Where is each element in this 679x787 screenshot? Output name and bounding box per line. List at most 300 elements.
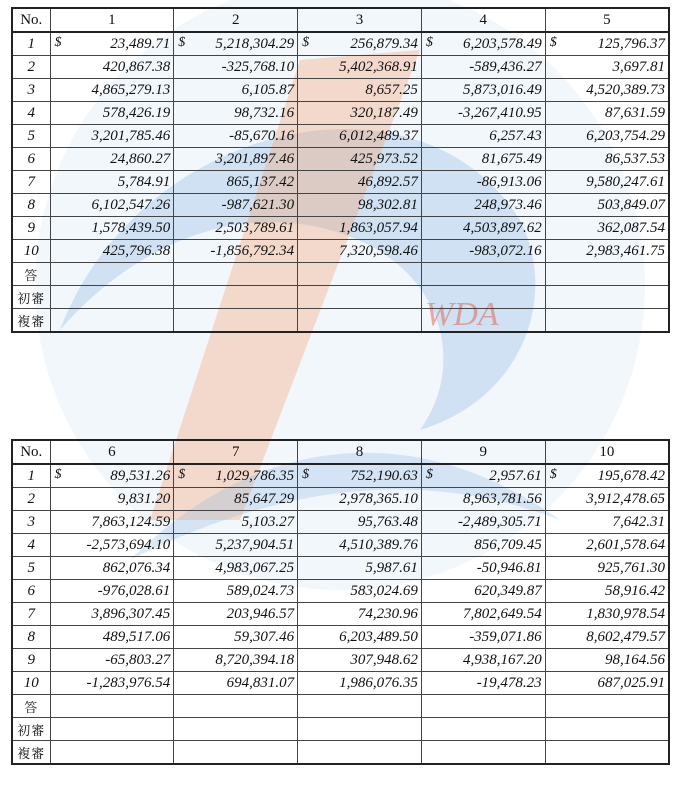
amount-value: 589,024.73	[226, 582, 295, 599]
answer-cell[interactable]	[421, 286, 545, 309]
amount-cell	[545, 464, 669, 488]
answer-row-label: 答	[12, 695, 50, 718]
answer-row	[12, 309, 669, 333]
table-row	[12, 557, 669, 580]
amount-value: 58,916.42	[604, 582, 665, 599]
amount-cell	[298, 649, 422, 672]
answer-row-label: 複審	[12, 309, 50, 333]
answer-cell[interactable]	[50, 263, 174, 286]
currency-symbol: $	[425, 35, 433, 50]
header-row	[12, 440, 669, 464]
table-row	[12, 488, 669, 511]
table-row	[12, 534, 669, 557]
amount-cell	[545, 171, 669, 194]
table-row	[12, 148, 669, 171]
row-number: 10	[12, 240, 50, 263]
amount-value: 862,076.34	[102, 559, 171, 576]
amount-cell	[174, 649, 298, 672]
amount-cell	[421, 557, 545, 580]
amount-cell	[298, 56, 422, 79]
amount-cell	[174, 79, 298, 102]
answer-cell[interactable]	[174, 309, 298, 333]
amount-value: 2,503,789.61	[215, 219, 295, 236]
amount-cell	[174, 32, 298, 56]
amount-cell	[50, 125, 174, 148]
amount-value: 81,675.49	[481, 150, 542, 167]
currency-symbol: $	[302, 35, 310, 50]
amount-cell	[174, 148, 298, 171]
amount-cell	[174, 171, 298, 194]
answer-cell[interactable]	[50, 741, 174, 765]
amount-value: -359,071.86	[469, 628, 542, 645]
amount-cell	[421, 194, 545, 217]
amount-value: 87,631.59	[604, 104, 665, 121]
amount-value: -50,946.81	[476, 559, 542, 576]
amount-cell	[545, 240, 669, 263]
answer-cell[interactable]	[298, 263, 422, 286]
amount-value: 6,012,489.37	[339, 127, 418, 144]
amount-cell	[421, 511, 545, 534]
amount-cell	[298, 511, 422, 534]
amount-cell	[421, 626, 545, 649]
amount-cell	[545, 488, 669, 511]
amount-cell	[174, 194, 298, 217]
amount-cell	[174, 56, 298, 79]
amount-cell	[50, 603, 174, 626]
table-row	[12, 603, 669, 626]
answer-cell[interactable]	[298, 309, 422, 333]
amount-cell	[50, 626, 174, 649]
currency-symbol: $	[425, 467, 433, 482]
answer-cell[interactable]	[298, 695, 422, 718]
amount-value: 98,302.81	[357, 196, 418, 213]
amount-cell	[545, 626, 669, 649]
amount-cell	[50, 102, 174, 125]
amount-cell	[174, 511, 298, 534]
amount-cell	[298, 148, 422, 171]
table-row	[12, 217, 669, 240]
row-number: 8	[12, 194, 50, 217]
row-number: 8	[12, 626, 50, 649]
amount-cell	[50, 464, 174, 488]
answer-cell[interactable]	[545, 695, 669, 718]
amount-value: 320,187.49	[350, 104, 418, 121]
currency-symbol: $	[178, 35, 186, 50]
column-header: 6	[50, 440, 174, 464]
amount-value: 3,912,478.65	[586, 490, 665, 507]
amount-cell	[174, 672, 298, 695]
amount-value: 8,963,781.56	[462, 490, 542, 507]
amount-cell	[174, 217, 298, 240]
answer-row	[12, 286, 669, 309]
amount-cell	[421, 125, 545, 148]
answer-cell[interactable]	[421, 741, 545, 765]
currency-symbol: $	[54, 467, 62, 482]
amount-cell	[421, 603, 545, 626]
amount-value: -2,573,694.10	[86, 536, 171, 553]
amount-cell	[545, 79, 669, 102]
amount-value: 6,102,547.26	[91, 196, 171, 213]
amount-value: 6,203,489.50	[339, 628, 418, 645]
amount-cell	[421, 240, 545, 263]
amount-cell	[174, 102, 298, 125]
amount-cell	[174, 488, 298, 511]
table-row	[12, 649, 669, 672]
row-number: 9	[12, 649, 50, 672]
amount-value: 5,218,304.29	[215, 35, 295, 52]
answer-cell[interactable]	[421, 695, 545, 718]
row-number: 2	[12, 56, 50, 79]
amount-value: -2,489,305.71	[457, 513, 542, 530]
amount-value: 23,489.71	[110, 35, 171, 52]
amount-value: 98,732.16	[234, 104, 295, 121]
answer-cell[interactable]	[50, 718, 174, 741]
amount-cell	[545, 603, 669, 626]
amount-cell	[421, 79, 545, 102]
row-number: 4	[12, 534, 50, 557]
amount-value: 248,973.46	[474, 196, 542, 213]
answer-cell[interactable]	[545, 718, 669, 741]
answer-row	[12, 741, 669, 765]
amount-cell	[421, 580, 545, 603]
amount-value: 489,517.06	[102, 628, 171, 645]
amount-cell	[298, 603, 422, 626]
amount-value: 2,978,365.10	[339, 490, 418, 507]
amount-value: 578,426.19	[102, 104, 171, 121]
answer-cell[interactable]	[174, 741, 298, 765]
amount-value: 856,709.45	[474, 536, 542, 553]
amount-value: 5,873,016.49	[462, 81, 542, 98]
amount-cell	[421, 102, 545, 125]
amount-value: -589,436.27	[469, 58, 542, 75]
amount-value: -983,072.16	[469, 242, 542, 259]
amount-value: -325,768.10	[221, 58, 295, 75]
amount-value: 46,892.57	[357, 173, 418, 190]
amount-cell	[545, 56, 669, 79]
amount-value: 6,203,578.49	[462, 35, 542, 52]
amount-value: 687,025.91	[597, 674, 665, 691]
table-row	[12, 464, 669, 488]
amount-value: 1,830,978.54	[586, 605, 665, 622]
amount-cell	[50, 32, 174, 56]
currency-symbol: $	[54, 35, 62, 50]
amount-value: 4,938,167.20	[462, 651, 542, 668]
amount-value: 8,720,394.18	[215, 651, 295, 668]
column-header: 10	[545, 440, 669, 464]
amount-value: 86,537.53	[604, 150, 665, 167]
amount-cell	[50, 557, 174, 580]
amount-cell	[174, 557, 298, 580]
amount-cell	[174, 534, 298, 557]
answer-cell[interactable]	[545, 741, 669, 765]
column-header: 5	[545, 8, 669, 32]
amount-value: 4,503,897.62	[462, 219, 542, 236]
amount-value: 752,190.63	[350, 467, 418, 484]
amount-cell	[50, 148, 174, 171]
amount-cell	[298, 171, 422, 194]
amount-value: 5,784.91	[117, 173, 171, 190]
amount-cell	[298, 79, 422, 102]
amount-value: 98,164.56	[604, 651, 665, 668]
amount-value: 5,987.61	[365, 559, 418, 576]
currency-symbol: $	[549, 467, 557, 482]
amount-cell	[298, 217, 422, 240]
amount-value: 4,983,067.25	[215, 559, 295, 576]
table-row	[12, 580, 669, 603]
amount-cell	[298, 488, 422, 511]
row-number: 5	[12, 125, 50, 148]
amount-cell	[545, 32, 669, 56]
amount-cell	[298, 672, 422, 695]
amount-cell	[174, 464, 298, 488]
amount-cell	[545, 534, 669, 557]
amount-value: 694,831.07	[226, 674, 295, 691]
amount-cell	[298, 125, 422, 148]
column-header: 1	[50, 8, 174, 32]
amount-cell	[50, 580, 174, 603]
amount-value: 24,860.27	[110, 150, 171, 167]
watermark-logo-text: WDA	[425, 296, 499, 333]
amount-cell	[174, 603, 298, 626]
amount-value: -1,283,976.54	[86, 674, 171, 691]
answer-cell[interactable]	[421, 263, 545, 286]
amount-cell	[298, 534, 422, 557]
amount-value: 6,203,754.29	[586, 127, 665, 144]
amount-value: 425,973.52	[350, 150, 418, 167]
header-no: No.	[12, 440, 50, 464]
amount-value: 425,796.38	[102, 242, 171, 259]
amount-value: 1,029,786.35	[215, 467, 295, 484]
amount-cell	[298, 580, 422, 603]
row-number: 3	[12, 79, 50, 102]
amount-cell	[50, 672, 174, 695]
answer-cell[interactable]	[50, 309, 174, 333]
table-row	[12, 626, 669, 649]
amount-value: -19,478.23	[476, 674, 542, 691]
answer-cell[interactable]	[545, 286, 669, 309]
amount-cell	[421, 171, 545, 194]
amount-value: 2,983,461.75	[586, 242, 665, 259]
amount-value: 583,024.69	[350, 582, 418, 599]
amount-cell	[545, 194, 669, 217]
amount-value: 7,802,649.54	[462, 605, 542, 622]
answer-cell[interactable]	[174, 263, 298, 286]
amount-cell	[545, 102, 669, 125]
row-number: 7	[12, 603, 50, 626]
amount-value: 7,320,598.46	[339, 242, 418, 259]
amount-cell	[421, 649, 545, 672]
column-header: 9	[421, 440, 545, 464]
currency-symbol: $	[549, 35, 557, 50]
answer-cell[interactable]	[298, 718, 422, 741]
amount-cell	[298, 464, 422, 488]
table-row	[12, 171, 669, 194]
amount-cell	[50, 79, 174, 102]
answer-cell[interactable]	[421, 718, 545, 741]
amount-cell	[50, 488, 174, 511]
currency-symbol: $	[302, 467, 310, 482]
row-number: 7	[12, 171, 50, 194]
answer-cell[interactable]	[545, 309, 669, 333]
column-header: 4	[421, 8, 545, 32]
amount-value: 203,946.57	[226, 605, 295, 622]
amount-cell	[298, 194, 422, 217]
answer-row-label: 初審	[12, 286, 50, 309]
column-header: 3	[298, 8, 422, 32]
amount-value: 4,520,389.73	[586, 81, 665, 98]
table-row	[12, 240, 669, 263]
amount-cell	[421, 534, 545, 557]
amount-cell	[174, 125, 298, 148]
practice-sheet-bottom	[11, 439, 670, 765]
answer-cell[interactable]	[50, 286, 174, 309]
amount-value: 95,763.48	[357, 513, 418, 530]
amount-value: 307,948.62	[350, 651, 418, 668]
amount-cell	[545, 125, 669, 148]
amount-value: 8,657.25	[365, 81, 418, 98]
amount-cell	[545, 511, 669, 534]
row-number: 9	[12, 217, 50, 240]
header-no: No.	[12, 8, 50, 32]
amount-cell	[298, 240, 422, 263]
amount-value: -65,803.27	[105, 651, 171, 668]
table-row	[12, 32, 669, 56]
amount-value: 85,647.29	[234, 490, 295, 507]
answer-row	[12, 263, 669, 286]
table-row	[12, 56, 669, 79]
amount-value: 620,349.87	[474, 582, 542, 599]
column-header: 2	[174, 8, 298, 32]
amount-cell	[421, 464, 545, 488]
amount-cell	[50, 649, 174, 672]
amount-value: 195,678.42	[597, 467, 665, 484]
amount-value: 3,201,785.46	[91, 127, 171, 144]
table-row	[12, 102, 669, 125]
amount-cell	[50, 511, 174, 534]
amount-cell	[50, 194, 174, 217]
amount-value: 9,580,247.61	[586, 173, 665, 190]
amount-value: 6,257.43	[489, 127, 542, 144]
amount-cell	[545, 672, 669, 695]
amount-cell	[421, 488, 545, 511]
row-number: 5	[12, 557, 50, 580]
amount-cell	[545, 148, 669, 171]
amount-cell	[298, 626, 422, 649]
answer-cell[interactable]	[298, 286, 422, 309]
amount-cell	[545, 649, 669, 672]
row-number: 6	[12, 580, 50, 603]
amount-value: 3,697.81	[612, 58, 665, 75]
amount-cell	[50, 217, 174, 240]
row-number: 2	[12, 488, 50, 511]
amount-value: -3,267,410.95	[457, 104, 542, 121]
amount-value: -1,856,792.34	[210, 242, 295, 259]
amount-value: -85,670.16	[229, 127, 295, 144]
amount-cell	[50, 56, 174, 79]
amount-cell	[298, 557, 422, 580]
amount-cell	[298, 32, 422, 56]
amount-cell	[174, 240, 298, 263]
amount-value: 5,402,368.91	[339, 58, 418, 75]
amount-value: -86,913.06	[476, 173, 542, 190]
row-number: 4	[12, 102, 50, 125]
amount-cell	[174, 626, 298, 649]
amount-cell	[421, 148, 545, 171]
amount-value: 9,831.20	[117, 490, 171, 507]
answer-cell[interactable]	[421, 309, 545, 333]
header-row	[12, 8, 669, 32]
amount-cell	[421, 32, 545, 56]
row-number: 3	[12, 511, 50, 534]
amount-value: 125,796.37	[597, 35, 665, 52]
amount-value: 5,237,904.51	[215, 536, 295, 553]
amount-value: 4,510,389.76	[339, 536, 418, 553]
currency-symbol: $	[178, 467, 186, 482]
amount-value: 89,531.26	[110, 467, 171, 484]
answer-cell[interactable]	[298, 741, 422, 765]
table-row	[12, 79, 669, 102]
amount-value: 7,863,124.59	[91, 513, 171, 530]
amount-cell	[545, 580, 669, 603]
amount-cell	[50, 534, 174, 557]
amount-cell	[174, 580, 298, 603]
row-number: 6	[12, 148, 50, 171]
amount-value: 1,578,439.50	[91, 219, 171, 236]
amount-value: 2,601,578.64	[586, 536, 665, 553]
amount-value: 256,879.34	[350, 35, 418, 52]
answer-row-label: 初審	[12, 718, 50, 741]
amount-cell	[50, 240, 174, 263]
amount-value: 1,986,076.35	[339, 674, 418, 691]
answer-row-label: 複審	[12, 741, 50, 765]
amount-value: 6,105.87	[241, 81, 295, 98]
column-header: 7	[174, 440, 298, 464]
answer-cell[interactable]	[545, 263, 669, 286]
amount-value: 59,307.46	[234, 628, 295, 645]
amount-cell	[421, 672, 545, 695]
answer-cell[interactable]	[174, 695, 298, 718]
column-header: 8	[298, 440, 422, 464]
answer-row	[12, 695, 669, 718]
amount-value: 1,863,057.94	[339, 219, 418, 236]
answer-cell[interactable]	[50, 695, 174, 718]
table-row	[12, 194, 669, 217]
amount-value: 7,642.31	[612, 513, 665, 530]
amount-cell	[298, 102, 422, 125]
amount-value: 3,896,307.45	[91, 605, 171, 622]
amount-cell	[545, 217, 669, 240]
amount-value: 4,865,279.13	[91, 81, 171, 98]
amount-cell	[50, 171, 174, 194]
amount-value: 420,867.38	[102, 58, 171, 75]
row-number: 1	[12, 32, 50, 56]
amount-value: 503,849.07	[597, 196, 665, 213]
amount-cell	[421, 217, 545, 240]
answer-cell[interactable]	[174, 286, 298, 309]
table-row	[12, 125, 669, 148]
answer-row-label: 答	[12, 263, 50, 286]
amount-cell	[545, 557, 669, 580]
amount-value: 3,201,897.46	[215, 150, 295, 167]
practice-sheet-top	[11, 7, 670, 333]
amount-value: 362,087.54	[597, 219, 665, 236]
answer-cell[interactable]	[174, 718, 298, 741]
row-number: 10	[12, 672, 50, 695]
amount-value: 8,602,479.57	[586, 628, 665, 645]
amount-value: -987,621.30	[221, 196, 295, 213]
row-number: 1	[12, 464, 50, 488]
answer-row	[12, 718, 669, 741]
